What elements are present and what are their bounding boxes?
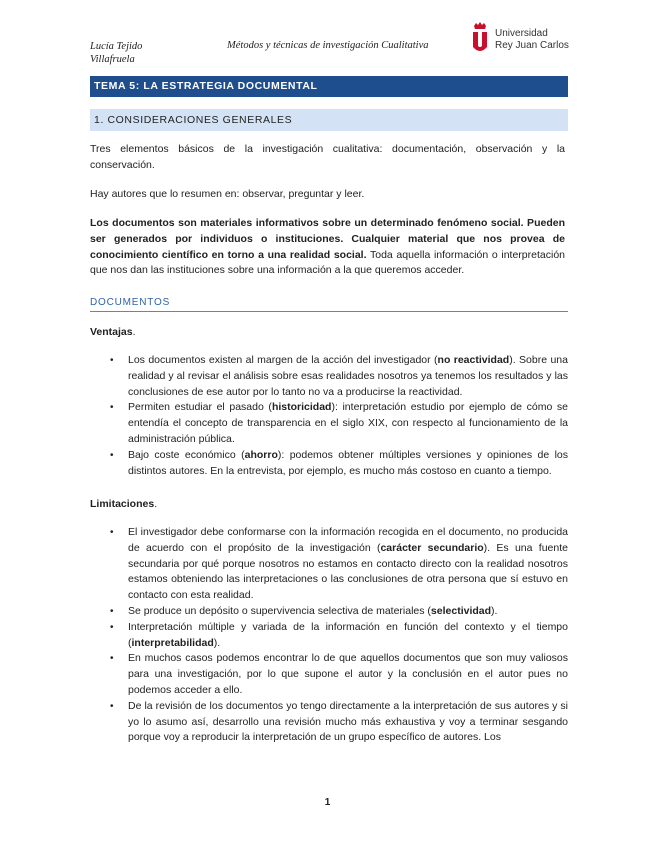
bullet-icon: • xyxy=(110,402,114,414)
ventajas-label-suffix: . xyxy=(132,326,136,338)
topic-heading-bar xyxy=(90,76,568,97)
limitaciones-label-text: Limitaciones xyxy=(90,498,155,510)
ventajas-list xyxy=(90,353,568,479)
list-item-text: Bajo coste económico ( xyxy=(128,448,245,461)
limitaciones-list xyxy=(90,525,568,746)
list-item-text-end: ). xyxy=(213,636,221,649)
ventajas-label xyxy=(90,326,136,338)
list-item-text-end: ): podemos obtener múltiples versiones y opiniones de los distintos autores. En la entrevista, por ejemplo, es mucho más costoso en cuanto a tiempo. xyxy=(128,448,569,477)
list-item xyxy=(90,353,568,400)
bullet-icon: • xyxy=(110,621,114,633)
list-item-bold: no reactividad xyxy=(437,354,510,366)
list-item-bold: historicidad xyxy=(271,401,332,414)
list-item xyxy=(90,699,568,746)
intro-paragraph-2: Hay autores que lo resumen en: observar, preguntar y leer. xyxy=(90,188,365,200)
definition-rest-text: Toda aquella información o interpretación que nos dan las instituciones sobre una información a la que queremos acceder. xyxy=(90,248,565,277)
page-number: 1 xyxy=(324,797,331,808)
definition-bold-text: Los documentos son materiales informativos sobre un determinado fenómeno social. Pueden ser generados por individuos o instituciones. Cualquier material que nos provea de conocimiento científico en torno a una realidad social. xyxy=(90,217,565,261)
bullet-icon: • xyxy=(110,527,114,538)
list-item-bold: carácter secundario xyxy=(380,541,484,554)
header-author xyxy=(90,40,142,66)
list-item-text: Se produce un depósito o supervivencia selectiva de materiales ( xyxy=(128,604,431,617)
urjc-logo-icon xyxy=(470,22,490,54)
list-item-text: El investigador debe conformarse con la información recogida en el documento, no producida de acuerdo con el propósito de la investigación ( xyxy=(128,526,568,554)
list-item-text-end: ). Sobre una realidad y al revisar el análisis sobre esas realidades nosotros ya tenemos los resultados y las conclusiones de ese autor por lo tanto no va a producirse la reactividad. xyxy=(128,354,568,398)
list-item xyxy=(90,448,568,480)
list-item-text: Los documentos existen al margen de la acción del investigador ( xyxy=(128,354,438,366)
ventajas-label-text: Ventajas xyxy=(90,326,133,338)
bullet-icon: • xyxy=(110,605,114,617)
intro-paragraph-1: Tres elementos básicos de la investigación cualitativa: documentación, observación y la conservación. xyxy=(90,143,565,171)
list-item-text: Permiten estudiar el pasado ( xyxy=(128,401,272,414)
intro-paragraph-3 xyxy=(90,216,565,279)
author-line-1: Lucía Tejido xyxy=(90,41,143,52)
logo-line-1: Universidad xyxy=(495,28,548,39)
subsection-heading: DOCUMENTOS xyxy=(90,297,568,312)
limitaciones-label xyxy=(90,498,157,510)
list-item xyxy=(90,525,568,604)
logo-text xyxy=(495,28,569,51)
list-item-text: De la revisión de los documentos yo tengo directamente a la interpretación de sus autores y si yo lo asumo así, desarrollo una revisión mucho más exhaustiva y voy a terminar sesgando porque voy a reproducir la interpretación de un grupo específico de autores. Los xyxy=(128,699,568,744)
topic-heading: TEMA 5: LA ESTRATEGIA DOCUMENTAL xyxy=(94,80,318,92)
author-line-2: Villafruela xyxy=(90,54,135,65)
bullet-icon: • xyxy=(110,653,114,665)
list-item xyxy=(90,400,568,447)
header-course-title: Métodos y técnicas de investigación Cualitativa xyxy=(227,40,429,51)
list-item xyxy=(90,651,568,698)
list-item-text-end: ). xyxy=(491,604,498,617)
section-heading: 1. CONSIDERACIONES GENERALES xyxy=(94,114,293,126)
list-item-text: En muchos casos podemos encontrar lo de que aquellos documentos que son muy valiosos para una investigación, por lo que supone el autor y la conclusión en el autor pues no podemos acceder a ello. xyxy=(128,652,568,696)
list-item-bold: ahorro xyxy=(244,448,278,461)
list-item-text: Interpretación múltiple y variada de la información en función del contexto y el tiempo ( xyxy=(128,620,568,649)
list-item-text-end: ): interpretación estudio por ejemplo de cómo se entendía el concepto de transparencia en el siglo XIX, con respecto al funcionamiento de la administración pública. xyxy=(128,401,568,445)
list-item xyxy=(90,604,568,620)
logo-line-2: Rey Juan Carlos xyxy=(495,39,569,51)
limitaciones-label-suffix: . xyxy=(154,498,158,510)
bullet-icon: • xyxy=(110,449,114,461)
section-heading-bar xyxy=(90,109,568,131)
list-item-text-end: ). Es una fuente secundaria por qué porque nosotros no estamos en contacto directo con la realidad nosotros estamos obteniendo las interpretaciones o las conclusiones de otra persona que sí estuvo en contacto con esta realidad. xyxy=(128,541,568,602)
list-item-bold: selectividad xyxy=(430,604,492,617)
list-item xyxy=(90,620,568,652)
list-item-bold: interpretabilidad xyxy=(131,636,214,649)
university-logo xyxy=(470,22,570,54)
bullet-icon: • xyxy=(110,700,114,712)
bullet-icon: • xyxy=(110,355,114,366)
